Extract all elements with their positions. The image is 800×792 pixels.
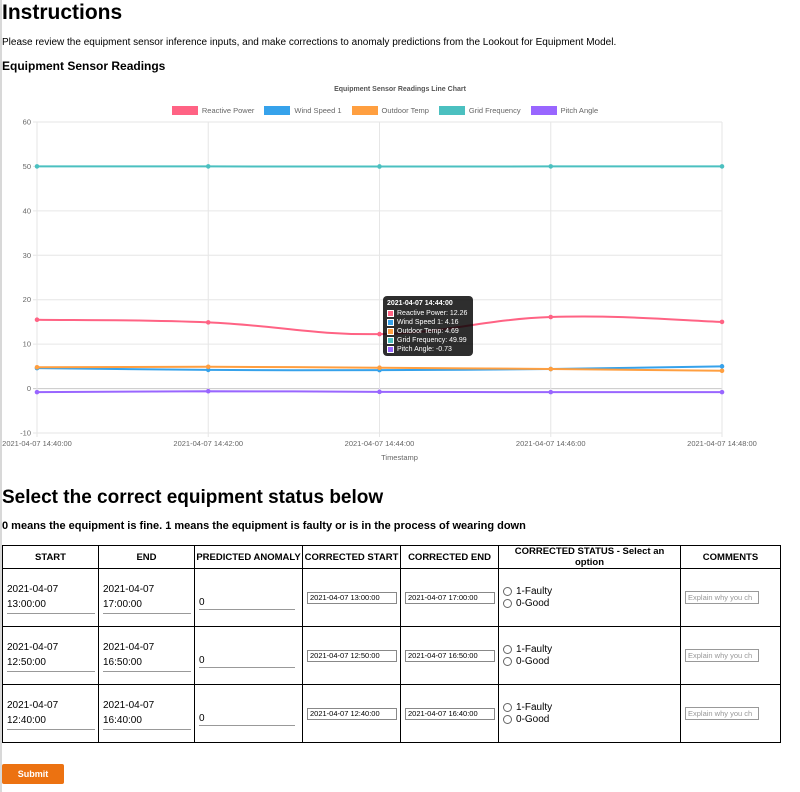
page-title: Instructions bbox=[2, 1, 123, 24]
legend-label: Outdoor Temp bbox=[381, 106, 429, 115]
start-cell bbox=[3, 627, 99, 685]
option-faulty-label: 1-Faulty bbox=[516, 643, 553, 655]
status-note: 0 means the equipment is fine. 1 means the equipment is faulty or is in the process of wearing down bbox=[2, 520, 526, 532]
start-date: 2021-04-07 bbox=[7, 699, 59, 711]
tooltip-row bbox=[387, 309, 469, 318]
predicted-cell bbox=[195, 569, 303, 627]
comments-cell bbox=[681, 627, 781, 685]
col-comments: COMMENTS bbox=[681, 546, 781, 569]
corrected-start-cell bbox=[303, 569, 401, 627]
corrected-start-input[interactable]: 2021-04-07 12:40:00 bbox=[307, 708, 397, 720]
col-corrected-start: CORRECTED START bbox=[303, 546, 401, 569]
option-good-label: 0-Good bbox=[516, 713, 550, 725]
readings-heading: Equipment Sensor Readings bbox=[2, 59, 166, 73]
radio-good[interactable] bbox=[503, 599, 512, 608]
col-predicted: PREDICTED ANOMALY bbox=[195, 546, 303, 569]
data-point bbox=[548, 367, 553, 372]
y-tick-label: 50 bbox=[22, 161, 31, 171]
corrected-end-input[interactable]: 2021-04-07 16:50:00 bbox=[405, 650, 495, 662]
corrected-end-input[interactable]: 2021-04-07 17:00:00 bbox=[405, 592, 495, 604]
tooltip-swatch bbox=[387, 337, 394, 344]
x-tick-label: 2021-04-07 14:48:00 bbox=[687, 439, 757, 448]
corrected-start-input[interactable]: 2021-04-07 12:50:00 bbox=[307, 650, 397, 662]
option-faulty[interactable] bbox=[503, 586, 676, 598]
option-faulty[interactable] bbox=[503, 702, 676, 714]
tooltip-value: Wind Speed 1: 4.16 bbox=[397, 319, 459, 326]
col-corrected-status: CORRECTED STATUS - Select an option bbox=[499, 546, 681, 569]
x-tick-label: 2021-04-07 14:40:00 bbox=[2, 439, 72, 448]
x-tick-label: 2021-04-07 14:44:00 bbox=[344, 439, 415, 448]
status-heading: Select the correct equipment status below bbox=[2, 487, 384, 508]
data-point bbox=[548, 315, 553, 320]
predicted-cell bbox=[195, 685, 303, 743]
end-cell bbox=[99, 569, 195, 627]
start-time: 12:40:00 bbox=[7, 713, 95, 730]
corrected-end-cell bbox=[401, 569, 499, 627]
tooltip-swatch bbox=[387, 328, 394, 335]
end-date: 2021-04-07 bbox=[103, 699, 155, 711]
end-time: 17:00:00 bbox=[103, 597, 191, 614]
radio-faulty[interactable] bbox=[503, 645, 512, 654]
data-point bbox=[720, 369, 725, 374]
legend-label: Pitch Angle bbox=[560, 106, 599, 115]
data-point bbox=[206, 389, 211, 394]
table-row bbox=[3, 569, 781, 627]
corrected-status-cell bbox=[499, 569, 681, 627]
data-point bbox=[206, 320, 211, 325]
tooltip-value: Pitch Angle: -0.73 bbox=[397, 346, 452, 353]
chart-tooltip bbox=[383, 296, 473, 356]
y-tick-label: 30 bbox=[22, 250, 31, 260]
data-point bbox=[35, 317, 40, 322]
start-cell bbox=[3, 569, 99, 627]
end-cell bbox=[99, 627, 195, 685]
option-good-label: 0-Good bbox=[516, 655, 550, 667]
tooltip-row bbox=[387, 318, 469, 327]
y-tick-label: 10 bbox=[22, 339, 31, 349]
col-start: START bbox=[3, 546, 99, 569]
tooltip-title: 2021-04-07 14:44:00 bbox=[387, 300, 453, 307]
predicted-anomaly-value: 0 bbox=[199, 597, 295, 610]
data-point bbox=[720, 320, 725, 325]
start-time: 13:00:00 bbox=[7, 597, 95, 614]
radio-good[interactable] bbox=[503, 657, 512, 666]
tooltip-value: Outdoor Temp: 4.69 bbox=[397, 328, 459, 335]
tooltip-swatch bbox=[387, 346, 394, 353]
legend-label: Reactive Power bbox=[201, 106, 255, 115]
corrected-start-input[interactable]: 2021-04-07 13:00:00 bbox=[307, 592, 397, 604]
data-point bbox=[377, 365, 382, 370]
end-cell bbox=[99, 685, 195, 743]
y-tick-label: 0 bbox=[26, 384, 31, 394]
data-point bbox=[206, 164, 211, 169]
comment-input[interactable]: Explain why you ch bbox=[685, 591, 759, 604]
data-point bbox=[377, 332, 382, 337]
y-tick-label: -10 bbox=[20, 428, 31, 438]
x-axis-label: Timestamp bbox=[381, 453, 418, 462]
predicted-anomaly-value: 0 bbox=[199, 713, 295, 726]
y-tick-label: 20 bbox=[22, 295, 31, 305]
instructions-text: Please review the equipment sensor inference inputs, and make corrections to anomaly predictions from the Lookout for Equipment Model. bbox=[2, 37, 617, 48]
end-time: 16:50:00 bbox=[103, 655, 191, 672]
end-date: 2021-04-07 bbox=[103, 583, 155, 595]
data-point bbox=[206, 365, 211, 370]
start-time: 12:50:00 bbox=[7, 655, 95, 672]
option-faulty-label: 1-Faulty bbox=[516, 585, 553, 597]
corrected-end-cell bbox=[401, 627, 499, 685]
y-tick-label: 40 bbox=[22, 206, 31, 216]
comments-cell bbox=[681, 569, 781, 627]
col-end: END bbox=[99, 546, 195, 569]
corrected-end-cell bbox=[401, 685, 499, 743]
legend-label: Grid Frequency bbox=[468, 106, 521, 115]
option-good-label: 0-Good bbox=[516, 597, 550, 609]
tooltip-swatch bbox=[387, 319, 394, 326]
radio-faulty[interactable] bbox=[503, 587, 512, 596]
start-date: 2021-04-07 bbox=[7, 583, 59, 595]
chart-title: Equipment Sensor Readings Line Chart bbox=[334, 86, 466, 93]
option-faulty-label: 1-Faulty bbox=[516, 701, 553, 713]
data-point bbox=[548, 390, 553, 395]
option-faulty[interactable] bbox=[503, 644, 676, 656]
table-row bbox=[3, 627, 781, 685]
comment-input[interactable]: Explain why you ch bbox=[685, 649, 759, 662]
radio-faulty[interactable] bbox=[503, 703, 512, 712]
start-date: 2021-04-07 bbox=[7, 641, 59, 653]
predicted-cell bbox=[195, 627, 303, 685]
corrected-end-input[interactable]: 2021-04-07 16:40:00 bbox=[405, 708, 495, 720]
submit-button[interactable]: Submit bbox=[2, 764, 64, 784]
x-tick-label: 2021-04-07 14:46:00 bbox=[515, 439, 586, 448]
corrected-status-cell bbox=[499, 685, 681, 743]
tooltip-swatch bbox=[387, 310, 394, 317]
option-good[interactable] bbox=[503, 714, 676, 726]
x-tick-label: 2021-04-07 14:42:00 bbox=[173, 439, 244, 448]
data-point bbox=[548, 164, 553, 169]
option-good[interactable] bbox=[503, 598, 676, 610]
end-date: 2021-04-07 bbox=[103, 641, 155, 653]
end-time: 16:40:00 bbox=[103, 713, 191, 730]
data-point bbox=[35, 365, 40, 370]
tooltip-row bbox=[387, 345, 469, 354]
corrected-status-cell bbox=[499, 627, 681, 685]
line-chart bbox=[0, 114, 800, 464]
legend-label: Wind Speed 1 bbox=[294, 106, 342, 115]
table-header-row bbox=[3, 546, 781, 569]
y-tick-label: 60 bbox=[22, 117, 31, 127]
data-point bbox=[35, 390, 40, 395]
tooltip-row bbox=[387, 327, 469, 336]
corrected-start-cell bbox=[303, 627, 401, 685]
data-point bbox=[35, 164, 40, 169]
data-point bbox=[377, 390, 382, 395]
corrected-start-cell bbox=[303, 685, 401, 743]
data-point bbox=[720, 164, 725, 169]
start-cell bbox=[3, 685, 99, 743]
radio-good[interactable] bbox=[503, 715, 512, 724]
predicted-anomaly-value: 0 bbox=[199, 655, 295, 668]
data-point bbox=[377, 164, 382, 169]
tooltip-value: Reactive Power: 12.26 bbox=[397, 310, 468, 317]
tooltip-row bbox=[387, 336, 469, 345]
data-point bbox=[720, 390, 725, 395]
table-row bbox=[3, 685, 781, 743]
option-good[interactable] bbox=[503, 656, 676, 668]
comments-cell bbox=[681, 685, 781, 743]
col-corrected-end: CORRECTED END bbox=[401, 546, 499, 569]
comment-input[interactable]: Explain why you ch bbox=[685, 707, 759, 720]
status-table bbox=[2, 545, 781, 743]
data-point bbox=[720, 364, 725, 369]
tooltip-value: Grid Frequency: 49.99 bbox=[397, 337, 467, 344]
